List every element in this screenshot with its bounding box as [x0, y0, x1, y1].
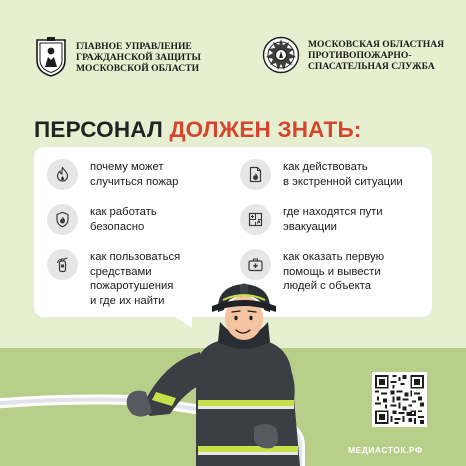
title-part-red: ДОЛЖЕН ЗНАТЬ:	[169, 117, 362, 142]
list-item	[240, 249, 384, 294]
list-item	[47, 249, 180, 308]
qr-code[interactable]	[372, 372, 427, 427]
qr-code-icon	[375, 375, 424, 424]
org-left-name	[76, 41, 201, 74]
moscow-oblast-coat-of-arms-icon	[34, 36, 68, 78]
title-part-dark: ПЕРСОНАЛ	[34, 117, 163, 142]
first-aid-kit-icon	[240, 249, 271, 280]
org-gu-gz	[34, 36, 201, 78]
page-title	[34, 117, 362, 143]
list-item	[240, 159, 403, 190]
org-right-line-2: ПРОТИВОПОЖАРНО-	[308, 49, 412, 61]
shield-fire-icon	[47, 204, 78, 235]
org-mopss	[262, 36, 444, 74]
info-card	[34, 147, 432, 317]
evacuation-plan-icon	[240, 204, 271, 235]
speech-bubble-tail	[168, 312, 192, 328]
item-text-extinguishing-means: как пользоваться средствами пожаротушения и где их найти	[90, 251, 181, 307]
item-text-first-aid: как оказать первую помощь и вывести людей с объекта	[283, 251, 385, 292]
item-text-why-fire: почему может случиться пожар	[90, 161, 179, 188]
org-left-line-2: ГРАЖДАНСКОЙ ЗАЩИТЫ	[76, 51, 201, 63]
org-right-line-3: СПАСАТЕЛЬНАЯ СЛУЖБА	[308, 60, 435, 72]
org-right-line-1: МОСКОВСКАЯ ОБЛАСТНАЯ	[308, 38, 445, 50]
item-text-evacuation-routes: где находятся пути эвакуации	[283, 206, 383, 233]
media-label: МЕДИАСТОК.РФ	[348, 445, 423, 455]
item-text-emergency-actions: как действовать в экстренной ситуации	[283, 161, 403, 188]
list-item	[240, 204, 383, 235]
list-item	[47, 204, 157, 235]
extinguisher-icon	[47, 249, 78, 280]
document-fire-icon	[240, 159, 271, 190]
org-left-line-3: МОСКОВСКОЙ ОБЛАСТИ	[76, 62, 200, 74]
item-text-work-safely: как работать безопасно	[90, 206, 157, 233]
list-item	[47, 159, 178, 190]
org-right-name	[308, 39, 444, 72]
fire-rescue-service-emblem-icon	[262, 36, 300, 74]
fire-icon	[47, 159, 78, 190]
org-left-line-1: ГЛАВНОЕ УПРАВЛЕНИЕ	[76, 40, 192, 52]
